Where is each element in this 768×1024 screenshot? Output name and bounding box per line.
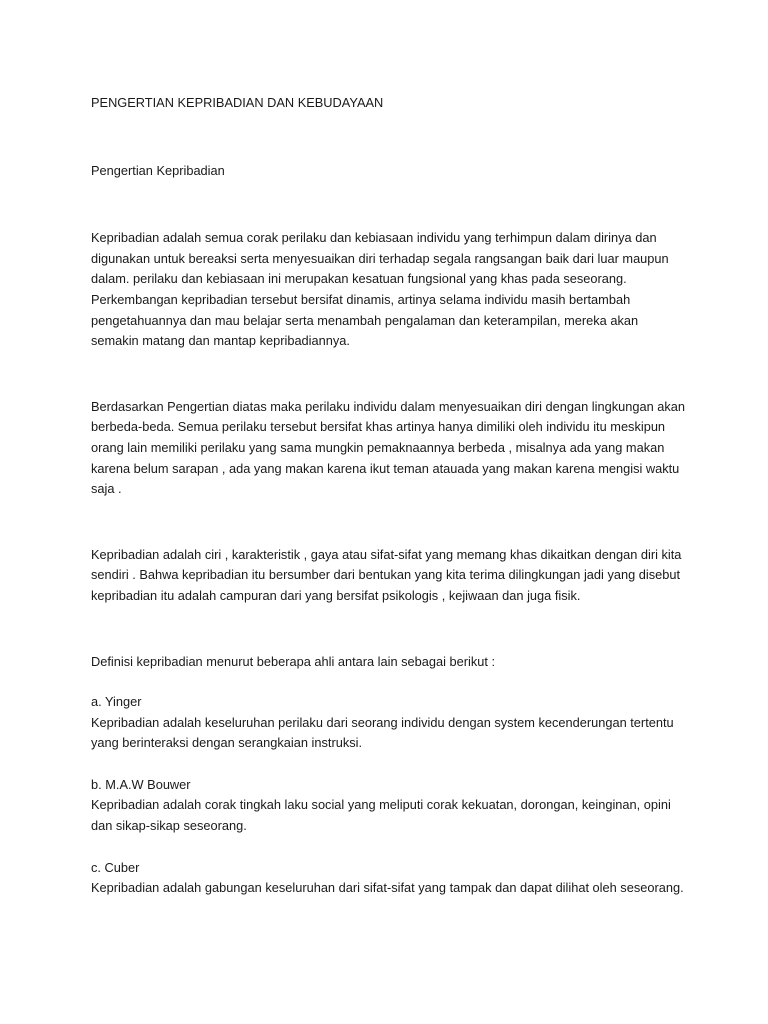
paragraph-line: Berdasarkan Pengertian diatas maka perilaku individu dalam menyesuaikan diri dengan lingkungan akan: [91, 398, 686, 414]
document-body: [91, 93, 691, 899]
section-heading: Pengertian Kepribadian: [91, 162, 225, 178]
paragraph-line: karena belum sarapan , ada yang makan karena ikut teman atauada yang makan karena mengisi waktu: [91, 460, 680, 476]
definition-yinger: [91, 692, 691, 754]
paragraph-line: Kepribadian adalah ciri , karakteristik , gaya atau sifat-sifat yang memang khas dikaitkan dengan diri kita: [91, 546, 682, 562]
definition-bouwer: [91, 775, 691, 837]
paragraph-1: [91, 228, 691, 352]
paragraph-line: berbeda-beda. Semua perilaku tersebut bersifat khas artinya hanya dimiliki oleh individu itu meskipun: [91, 419, 666, 435]
definition-label: c. Cuber: [91, 859, 140, 875]
definition-line: yang berinteraksi dengan serangkaian instruksi.: [91, 735, 363, 751]
spacer: [91, 352, 691, 397]
paragraph-line: digunakan untuk bereaksi serta menyesuaikan diri terhadap segala rangsangan baik dari luar maupun: [91, 250, 669, 266]
paragraph-line: pengetahuannya dan mau belajar serta menambah pengalaman dan keterampilan, mereka akan: [91, 312, 639, 328]
definition-label: b. M.A.W Bouwer: [91, 776, 191, 792]
definition-cuber: [91, 858, 691, 899]
spacer: [91, 607, 691, 652]
definition-line: Kepribadian adalah gabungan keseluruhan dari sifat-sifat yang tampak dan dapat dilihat oleh seseorang.: [91, 880, 684, 896]
paragraph-line: Perkembangan kepribadian tersebut bersifat dinamis, artinya selama individu masih bertambah: [91, 291, 631, 307]
spacer: [91, 837, 691, 858]
spacer: [91, 672, 691, 692]
paragraph-line: sendiri . Bahwa kepribadian itu bersumber dari bentukan yang kita terima dilingkungan jadi yang disebut: [91, 567, 681, 583]
paragraph-3: [91, 545, 691, 607]
document-title: PENGERTIAN KEPRIBADIAN DAN KEBUDAYAAN: [91, 95, 384, 110]
definition-line: Kepribadian adalah keseluruhan perilaku dari seorang individu dengan system kecenderungan tertentu: [91, 714, 674, 730]
spacer: [91, 114, 691, 161]
definition-line: Kepribadian adalah corak tingkah laku social yang meliputi corak kekuatan, dorongan, keinginan, opini: [91, 797, 671, 813]
paragraph-2: [91, 397, 691, 500]
paragraph-line: orang lain memiliki perilaku yang sama mungkin pemaknaannya berbeda , misalnya ada yang makan: [91, 439, 665, 455]
spacer: [91, 181, 691, 228]
paragraph-line: semakin matang dan mantap kepribadiannya.: [91, 333, 350, 349]
spacer: [91, 754, 691, 775]
spacer: [91, 500, 691, 545]
paragraph-line: kepribadian itu adalah campuran dari yang bersifat psikologis , kejiwaan dan juga fisik.: [91, 587, 581, 603]
definitions-intro: Definisi kepribadian menurut beberapa ahli antara lain sebagai berikut :: [91, 653, 496, 669]
paragraph-line: saja .: [91, 481, 122, 497]
definition-line: dan sikap-sikap seseorang.: [91, 818, 247, 834]
definition-label: a. Yinger: [91, 694, 142, 710]
paragraph-line: Kepribadian adalah semua corak perilaku dan kebiasaan individu yang terhimpun dalam dirinya dan: [91, 230, 657, 246]
paragraph-line: dalam. perilaku dan kebiasaan ini merupakan kesatuan fungsional yang khas pada seseorang.: [91, 271, 627, 287]
